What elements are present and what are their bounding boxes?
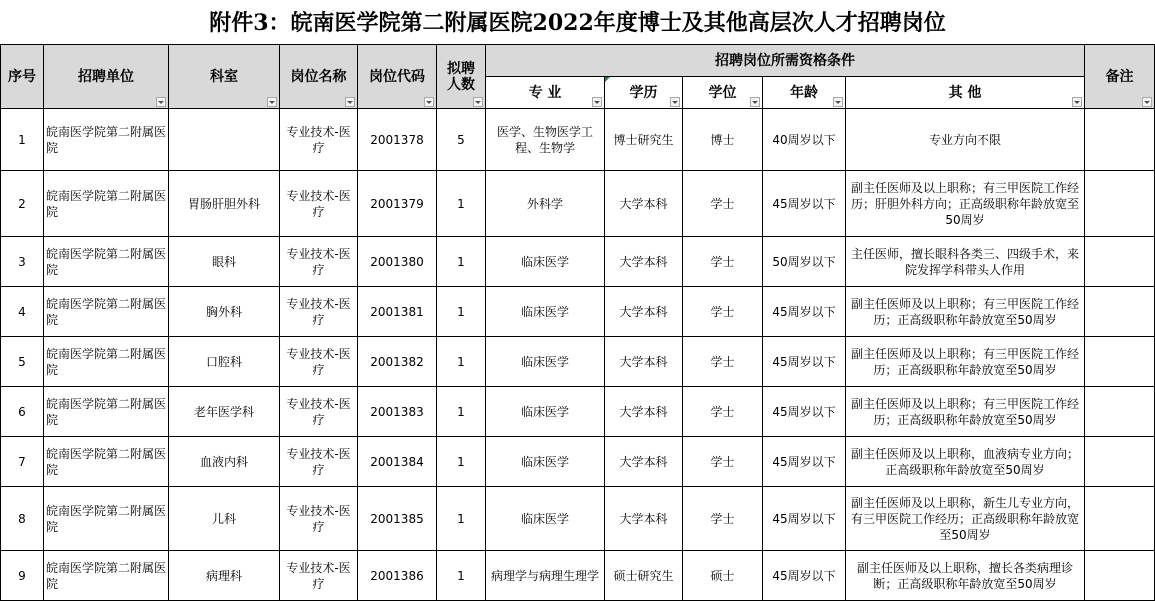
cell-degree[interactable]: 博士	[683, 109, 763, 171]
header-edu[interactable]: 学历	[605, 77, 683, 109]
cell-degree[interactable]: 学士	[683, 287, 763, 337]
header-remark[interactable]: 备注	[1085, 45, 1155, 109]
cell-other[interactable]: 副主任医师及以上职称，血液病专业方向；正高级职称年龄放宽至50周岁	[846, 437, 1085, 487]
filter-dropdown-icon[interactable]	[833, 97, 843, 107]
cell-other[interactable]: 副主任医师及以上职称，新生儿专业方向，有三甲医院工作经历；正高级职称年龄放宽至50周岁	[846, 487, 1085, 551]
cell-edu[interactable]: 大学本科	[605, 237, 683, 287]
cell-dept[interactable]: 儿科	[169, 487, 280, 551]
filter-dropdown-icon[interactable]	[670, 97, 680, 107]
cell-degree[interactable]: 学士	[683, 337, 763, 387]
cell-major[interactable]: 临床医学	[486, 237, 605, 287]
cell-seq[interactable]: 3	[1, 237, 44, 287]
cell-dept[interactable]: 胸外科	[169, 287, 280, 337]
cell-other[interactable]: 副主任医师及以上职称；有三甲医院工作经历；肝胆外科方向；正高级职称年龄放宽至50周岁	[846, 171, 1085, 237]
cell-unit[interactable]: 皖南医学院第二附属医院	[44, 437, 169, 487]
cell-major[interactable]: 临床医学	[486, 387, 605, 437]
filter-dropdown-icon[interactable]	[1142, 97, 1152, 107]
cell-major[interactable]: 临床医学	[486, 437, 605, 487]
cell-code[interactable]: 2001383	[358, 387, 437, 437]
header-post[interactable]: 岗位名称	[280, 45, 358, 109]
cell-code[interactable]: 2001382	[358, 337, 437, 387]
cell-post[interactable]: 专业技术-医疗	[280, 109, 358, 171]
header-seq: 序号	[1, 45, 44, 109]
header-unit[interactable]: 招聘单位	[44, 45, 169, 109]
cell-age[interactable]: 45周岁以下	[763, 171, 846, 237]
filter-dropdown-icon[interactable]	[592, 97, 602, 107]
cell-remark[interactable]	[1085, 337, 1155, 387]
cell-edu[interactable]: 大学本科	[605, 287, 683, 337]
cell-code[interactable]: 2001384	[358, 437, 437, 487]
cell-edu[interactable]: 大学本科	[605, 337, 683, 387]
cell-remark[interactable]	[1085, 287, 1155, 337]
cell-post[interactable]: 专业技术-医疗	[280, 287, 358, 337]
cell-unit[interactable]: 皖南医学院第二附属医院	[44, 387, 169, 437]
cell-unit[interactable]: 皖南医学院第二附属医院	[44, 237, 169, 287]
cell-degree[interactable]: 硕士	[683, 551, 763, 601]
filter-dropdown-icon[interactable]	[1072, 97, 1082, 107]
cell-unit[interactable]: 皖南医学院第二附属医院	[44, 337, 169, 387]
cell-major[interactable]: 临床医学	[486, 487, 605, 551]
cell-other[interactable]: 副主任医师及以上职称；有三甲医院工作经历；正高级职称年龄放宽至50周岁	[846, 387, 1085, 437]
table-row	[1, 109, 1155, 171]
cell-unit[interactable]: 皖南医学院第二附属医院	[44, 109, 169, 171]
filter-dropdown-icon[interactable]	[267, 97, 277, 107]
cell-seq[interactable]: 8	[1, 487, 44, 551]
cell-dept[interactable]: 眼科	[169, 237, 280, 287]
cell-count[interactable]: 1	[437, 171, 486, 237]
cell-age[interactable]: 45周岁以下	[763, 337, 846, 387]
cell-major[interactable]: 临床医学	[486, 287, 605, 337]
cell-code[interactable]: 2001386	[358, 551, 437, 601]
table-row	[1, 551, 1155, 601]
filter-dropdown-icon[interactable]	[473, 97, 483, 107]
filter-dropdown-icon[interactable]	[156, 97, 166, 107]
header-other[interactable]: 其 他	[846, 77, 1085, 109]
filter-dropdown-icon[interactable]	[750, 97, 760, 107]
cell-count[interactable]: 1	[437, 237, 486, 287]
cell-seq[interactable]: 1	[1, 109, 44, 171]
cell-seq[interactable]: 2	[1, 171, 44, 237]
cell-count[interactable]: 5	[437, 109, 486, 171]
cell-major[interactable]: 临床医学	[486, 337, 605, 387]
cell-other[interactable]: 专业方向不限	[846, 109, 1085, 171]
header-count[interactable]: 拟聘人数	[437, 45, 486, 109]
cell-age[interactable]: 50周岁以下	[763, 237, 846, 287]
cell-dept[interactable]: 胃肠肝胆外科	[169, 171, 280, 237]
cell-other[interactable]: 主任医师，擅长眼科各类三、四级手术，来院发挥学科带头人作用	[846, 237, 1085, 287]
cell-count[interactable]: 1	[437, 437, 486, 487]
cell-edu[interactable]: 硕士研究生	[605, 551, 683, 601]
cell-post[interactable]: 专业技术-医疗	[280, 337, 358, 387]
table-row	[1, 387, 1155, 437]
cell-age[interactable]: 45周岁以下	[763, 287, 846, 337]
cell-count[interactable]: 1	[437, 287, 486, 337]
cell-count[interactable]: 1	[437, 551, 486, 601]
cell-age[interactable]: 45周岁以下	[763, 387, 846, 437]
cell-degree[interactable]: 学士	[683, 437, 763, 487]
cell-remark[interactable]	[1085, 437, 1155, 487]
header-major[interactable]: 专 业	[486, 77, 605, 109]
cell-seq[interactable]: 6	[1, 387, 44, 437]
comment-marker-icon	[605, 77, 610, 82]
table-row	[1, 171, 1155, 237]
cell-seq[interactable]: 5	[1, 337, 44, 387]
cell-major[interactable]: 医学、生物医学工程、生物学	[486, 109, 605, 171]
header-age[interactable]: 年龄	[763, 77, 846, 109]
page-title: 附件3：皖南医学院第二附属医院2022年度博士及其他高层次人才招聘岗位	[209, 10, 946, 36]
cell-degree[interactable]: 学士	[683, 171, 763, 237]
table-row	[1, 287, 1155, 337]
cell-other[interactable]: 副主任医师及以上职称，擅长各类病理诊断；正高级职称年龄放宽至50周岁	[846, 551, 1085, 601]
cell-count[interactable]: 1	[437, 337, 486, 387]
recruitment-table	[0, 44, 1155, 601]
cell-major[interactable]: 外科学	[486, 171, 605, 237]
filter-dropdown-icon[interactable]	[424, 97, 434, 107]
cell-age[interactable]: 40周岁以下	[763, 109, 846, 171]
header-code[interactable]: 岗位代码	[358, 45, 437, 109]
table-row	[1, 437, 1155, 487]
cell-unit[interactable]: 皖南医学院第二附属医院	[44, 287, 169, 337]
filter-dropdown-icon[interactable]	[345, 97, 355, 107]
cell-degree[interactable]: 学士	[683, 387, 763, 437]
cell-edu[interactable]: 大学本科	[605, 387, 683, 437]
cell-post[interactable]: 专业技术-医疗	[280, 237, 358, 287]
header-qualifications: 招聘岗位所需资格条件	[486, 45, 1085, 77]
cell-age[interactable]: 45周岁以下	[763, 487, 846, 551]
cell-other[interactable]: 副主任医师及以上职称；有三甲医院工作经历；正高级职称年龄放宽至50周岁	[846, 287, 1085, 337]
cell-unit[interactable]: 皖南医学院第二附属医院	[44, 487, 169, 551]
cell-count[interactable]: 1	[437, 487, 486, 551]
cell-dept[interactable]	[169, 109, 280, 171]
cell-code[interactable]: 2001381	[358, 287, 437, 337]
cell-edu[interactable]: 博士研究生	[605, 109, 683, 171]
header-degree[interactable]: 学位	[683, 77, 763, 109]
cell-remark[interactable]	[1085, 387, 1155, 437]
cell-edu[interactable]: 大学本科	[605, 437, 683, 487]
cell-remark[interactable]	[1085, 109, 1155, 171]
cell-post[interactable]: 专业技术-医疗	[280, 487, 358, 551]
cell-seq[interactable]: 4	[1, 287, 44, 337]
cell-degree[interactable]: 学士	[683, 487, 763, 551]
cell-remark[interactable]	[1085, 487, 1155, 551]
cell-major[interactable]: 病理学与病理生理学	[486, 551, 605, 601]
cell-age[interactable]: 45周岁以下	[763, 551, 846, 601]
cell-post[interactable]: 专业技术-医疗	[280, 437, 358, 487]
cell-code[interactable]: 2001380	[358, 237, 437, 287]
table-row	[1, 237, 1155, 287]
cell-dept[interactable]: 病理科	[169, 551, 280, 601]
cell-degree[interactable]: 学士	[683, 237, 763, 287]
cell-unit[interactable]: 皖南医学院第二附属医院	[44, 171, 169, 237]
cell-edu[interactable]: 大学本科	[605, 171, 683, 237]
cell-age[interactable]: 45周岁以下	[763, 437, 846, 487]
table-row	[1, 337, 1155, 387]
cell-remark[interactable]	[1085, 171, 1155, 237]
cell-post[interactable]: 专业技术-医疗	[280, 171, 358, 237]
cell-code[interactable]: 2001379	[358, 171, 437, 237]
cell-seq[interactable]: 7	[1, 437, 44, 487]
cell-unit[interactable]: 皖南医学院第二附属医院	[44, 551, 169, 601]
cell-dept[interactable]: 老年医学科	[169, 387, 280, 437]
cell-count[interactable]: 1	[437, 387, 486, 437]
header-dept[interactable]: 科室	[169, 45, 280, 109]
cell-post[interactable]: 专业技术-医疗	[280, 387, 358, 437]
cell-code[interactable]: 2001378	[358, 109, 437, 171]
table-row	[1, 487, 1155, 551]
cell-edu[interactable]: 大学本科	[605, 487, 683, 551]
cell-remark[interactable]	[1085, 237, 1155, 287]
cell-dept[interactable]: 口腔科	[169, 337, 280, 387]
cell-seq[interactable]: 9	[1, 551, 44, 601]
cell-code[interactable]: 2001385	[358, 487, 437, 551]
cell-other[interactable]: 副主任医师及以上职称；有三甲医院工作经历；正高级职称年龄放宽至50周岁	[846, 337, 1085, 387]
cell-remark[interactable]	[1085, 551, 1155, 601]
cell-post[interactable]: 专业技术-医疗	[280, 551, 358, 601]
cell-dept[interactable]: 血液内科	[169, 437, 280, 487]
